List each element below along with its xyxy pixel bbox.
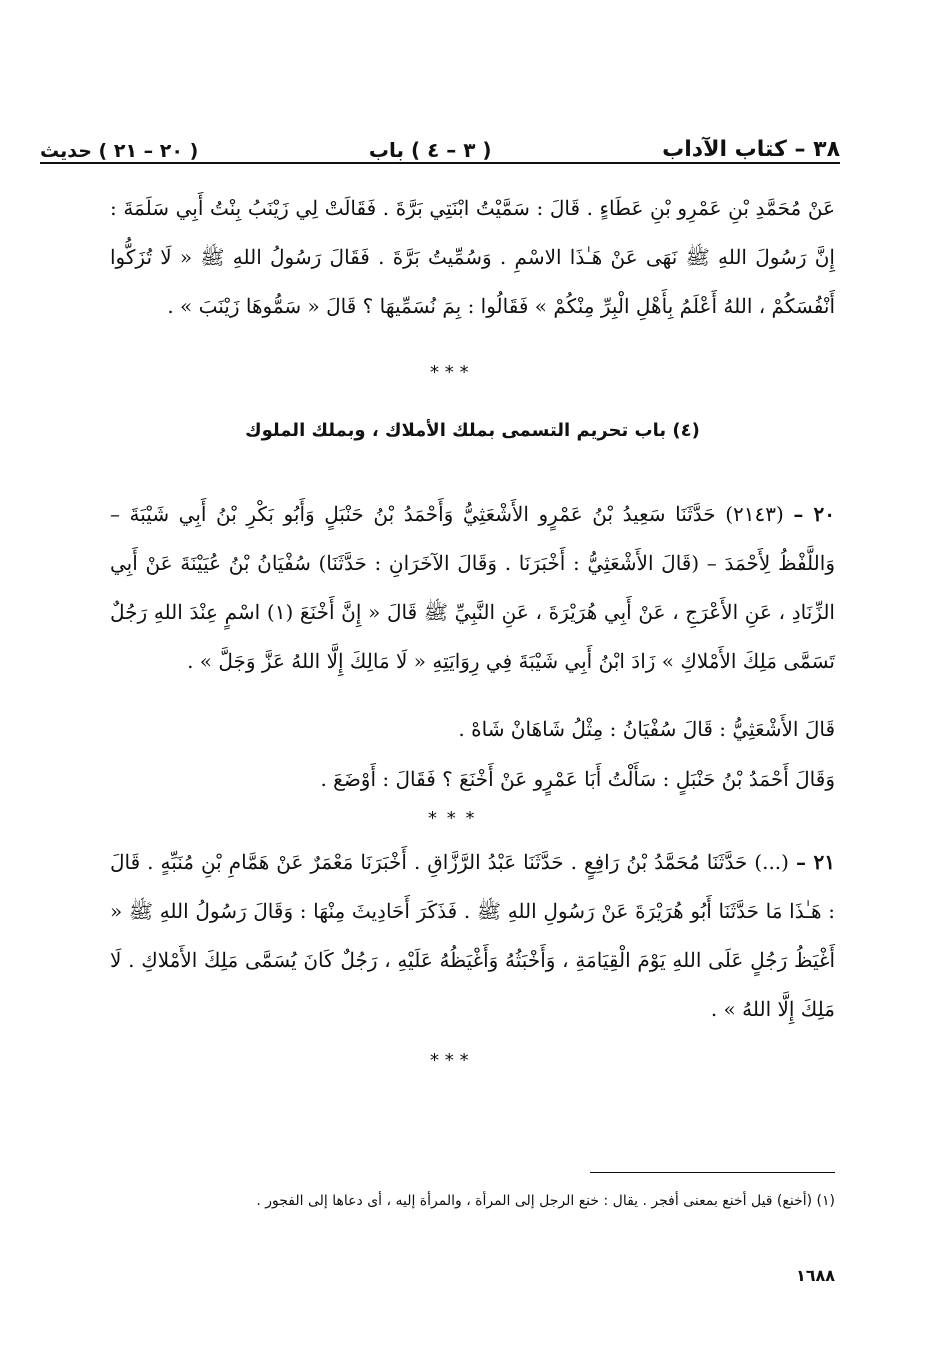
chapter-heading: (٤) باب تحريم التسمى بملك الأملاك ، وبملك الملوك: [245, 420, 700, 441]
hadith-number: ٢٠ –: [793, 502, 836, 526]
footnote: (١) (أخنع) قيل أخنع بمعنى أفجر . يقال : خنع الرجل إلى المرأة ، والمرأة إليه ، أى دعاها إلى الفجور .: [256, 1193, 835, 1209]
hadith-20: [110, 490, 835, 686]
section-separator: * * *: [430, 1050, 471, 1071]
hadith-range: ( ٢٠ – ٢١ ) حديث: [40, 140, 199, 162]
hadith-number: ٢١ –: [795, 850, 836, 874]
section-separator: * * *: [430, 362, 471, 383]
hadith-20-note-1: قَالَ الأَشْعَثِيُّ : قَالَ سُفْيَانُ : مِثْلُ شَاهَانْ شَاهْ .: [458, 717, 835, 741]
hadith-text: (٢١٤٣) حَدَّثَنَا سَعِيدُ بْنُ عَمْرٍو الأَشْعَثِيُّ وَأَحْمَدُ بْنُ حَنْبَلٍ وَأَبُو بَكْرِ بْنُ أَبِي شَيْبَةَ – وَاللَّفْظُ لِأَحْمَدَ – (قَالَ الأَشْعَثِيُّ : أَخْبَرَنَا . وَقَالَ الآخَرَانِ : حَدَّثَنَا) سُفْيَانُ بْنُ عُيَيْنَةَ عَنْ أَبِي الزِّنَادِ ، عَنِ الأَعْرَجِ ، عَنْ أَبِي هُرَيْرَةَ ، عَنِ النَّبِيِّ ﷺ قَالَ « إِنَّ أَخْنَعَ (١) اسْمٍ عِنْدَ اللهِ رَجُلٌ تَسَمَّى مَلِكَ الأَمْلاكِ » زَادَ ابْنُ أَبِي شَيْبَةَ فِي رِوَايَتِهِ « لَا مَالِكَ إِلَّا اللهُ عَزَّ وَجَلَّ » .: [110, 502, 835, 673]
header-divider: [40, 162, 840, 164]
footnote-divider: [590, 1172, 835, 1173]
hadith-21: [110, 838, 835, 1034]
hadith-separator: * * *: [428, 808, 477, 829]
paragraph-continuation: عَنْ مُحَمَّدِ بْنِ عَمْرِو بْنِ عَطَاءٍ . قَالَ : سَمَّيْتُ ابْنَتِي بَرَّةَ . فَقَالَتْ لِي زَيْنَبُ بِنْتُ أَبِي سَلَمَةَ : إِنَّ رَسُولَ اللهِ ﷺ نَهَى عَنْ هَـٰذَا الاسْمِ . وَسُمِّيتُ بَرَّةَ . فَقَالَ رَسُولُ اللهِ ﷺ « لَا تُزَكُّوا أَنْفُسَكُمْ ، اللهُ أَعْلَمُ بِأَهْلِ الْبِرِّ مِنْكُمْ » فَقَالُوا : بِمَ نُسَمِّيهَا ؟ قَالَ « سَمُّوهَا زَيْنَبَ » .: [110, 196, 835, 318]
hadith-20-note-2: وَقَالَ أَحْمَدُ بْنُ حَنْبَلٍ : سَأَلْتُ أَبَا عَمْرٍو عَنْ أَخْنَعَ ؟ فَقَالَ : أَوْضَعَ .: [320, 767, 835, 791]
page-number: ١٦٨٨: [795, 1266, 835, 1285]
hadith-text: (...) حَدَّثَنَا مُحَمَّدُ بْنُ رَافِعٍ . حَدَّثَنَا عَبْدُ الرَّزَّاقِ . أَخْبَرَنَا مَعْمَرٌ عَنْ هَمَّامِ بْنِ مُنَبِّهٍ . قَالَ : هَـٰذَا مَا حَدَّثَنَا أَبُو هُرَيْرَةَ عَنْ رَسُولِ اللهِ ﷺ . فَذَكَرَ أَحَادِيثَ مِنْهَا : وَقَالَ رَسُولُ اللهِ ﷺ « أَغْيَظُ رَجُلٍ عَلَى اللهِ يَوْمَ الْقِيَامَةِ ، وَأَخْبَثُهُ وَأَغْيَظُهُ عَلَيْهِ ، رَجُلٌ كَانَ يُسَمَّى مَلِكَ الأَمْلاكِ . لَا مَلِكَ إِلَّا اللهُ » .: [110, 850, 835, 1021]
chapter-range: ( ٣ – ٤ ) باب: [368, 138, 492, 162]
book-title: ٣٨ – كتاب الآداب: [662, 137, 840, 162]
running-header: [40, 118, 840, 162]
